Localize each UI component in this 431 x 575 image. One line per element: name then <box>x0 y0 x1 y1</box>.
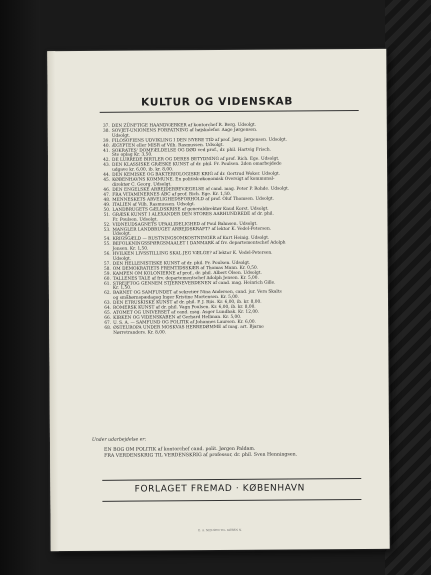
entry-text: HVILKEN LIVSSTILLING SKAL JEG VÆLGE? af lektor K. Vedel-Petersen. Udsolgt. <box>112 250 273 262</box>
entry-number: 66. <box>104 315 112 321</box>
upcoming-item: EN BOG OM POLITIK af kontorchef cand. polit. Jørgen Paldam. <box>104 446 256 453</box>
entry-text: FRA VITAMINERNES ABC af prof. Rich. Ege. Kr. 1,50. <box>112 191 232 198</box>
entry-text: SOKRATES' DOMFÆLDELSE OG DØD ved prof., dr. phil. Hartvig Frisch. Ste oplag Kr. 3,50. <box>111 147 271 159</box>
book-back-cover <box>47 49 389 551</box>
entry-text: ATOMET OG UNIVERSET af cand. mag. Asger Lundbak. Kr. 12,00. <box>113 309 260 316</box>
entry-number: 55. <box>103 241 111 248</box>
upcoming-note: Under udarbejdelse er: <box>91 437 147 443</box>
entry-text: ØSTEUROPA UNDER MOSKVAS HERREDØMME af mag. art. Bjarne Nørretranders. Kr. 8,00. <box>113 324 264 336</box>
entry-number: 43. <box>103 163 111 169</box>
entry-text: SOVJET-UNIONENS FORFATNING af højskolefor. Aage Jørgensen. Udsolgt. <box>111 127 258 139</box>
entry-text: TALLENES TALE af frv. departementschef Adolph Jensen. Kr. 5,00. <box>112 275 259 282</box>
entry-number: 60. <box>103 276 111 282</box>
entry-text: DEN ETRUSKISKE KUNST af dr. phil. P. J. Riis. Kr. 6,00, ib. kr. 8,00. <box>113 299 262 306</box>
entry-text: KAMPEN OM KOLONIERNE af prof., dr. phil. Albert Olsen. Udsolgt. <box>112 270 262 277</box>
printer-imprint: E. A. NIELSEN TIL. KØBEN N. <box>198 527 243 533</box>
entry-text: VIDNEUDSAGNETS UPAALIDELIGHED af Poul Bahnsen. Udsolgt. <box>112 221 258 228</box>
entry-text: DEN HELLENISTISKE KUNST af dr. phil. Fr. Poulsen. Udsolgt. <box>112 260 251 267</box>
entry-number: 42. <box>103 158 111 164</box>
entry-number: 61. <box>104 281 111 287</box>
entry-number: 45. <box>103 177 111 183</box>
entry-number: 64. <box>104 305 112 311</box>
entry-number: 47. <box>103 192 111 198</box>
entry-text: ROMERSK KUNST af dr. phil. Vagn Poulsen. Kr. 6,00, ib. kr. 8,00. <box>113 304 256 311</box>
entry-text: DEN ENGELSKE ARBEJDERBEVÆGELSE af cand. mag. Peter P. Rohde. Udsolgt. <box>112 186 290 193</box>
entry-text: MENNESKETS ARVELIGHEDSFORHOLD af prof. Oluf Thomsen. Udsolgt. <box>112 196 274 203</box>
entry-number: 46. <box>103 187 111 193</box>
entry-text: BARNET OG SAMFUNDET af sekretær Nina Andersen, cand. jur. Vera Skalts og småbørnspædagog Inger Kristine Mortensen. Kr. 5,00. <box>112 289 282 301</box>
entry-number: 67. <box>104 320 112 326</box>
entry-number: 63. <box>104 300 112 306</box>
entry-text: STREJFTOG GENNEM STJERNEVERDENEN af cand. mag. Heinrich Gille. Kr. 1,50. <box>112 280 276 292</box>
publisher: FORLAGET FREMAD · KØBENHAVN <box>134 483 306 495</box>
upcoming-list <box>104 446 363 460</box>
entry-text: FILOSOFIENS UDVIKLING I DEN NYERE TID af prof. Jørg. Jørgensen. Udsolgt. <box>111 137 288 144</box>
entry-text: KRIGSGÆLD — RUSTNINGSOMKOSTNINGER af Kurt Heinig. Udsolgt. <box>112 235 270 242</box>
entry-text: BEFOLKNINGSSPØRGSMAALET I DANMARK af frv. departementschef Adolph Jensen. Kr. 1,50. <box>112 240 286 252</box>
entry-text: U. S. A. — SAMFUND OG POLITIK af Johannes Laursen. Kr. 6,00. <box>113 319 256 326</box>
entry-number: 65. <box>104 310 112 316</box>
entry-number: 52. <box>103 222 111 228</box>
entry-number: 39. <box>103 138 110 144</box>
entry-text: LANDBRUGETS GÆLDSKRISE af generaldirektør Knud Korst. Udsolgt. <box>112 206 269 213</box>
list-item <box>101 325 362 336</box>
entry-text: DE LURREDE BIRTLER OG DERES BETYDNING af prof. Rich. Ege. Udsolgt. <box>112 156 280 164</box>
entry-number: 68. <box>104 325 112 331</box>
entry-text: MANGLER LANDBRUGET ARBEJDSKRAFT? af lektor K. Vedel-Petersen. Udsolgt. <box>112 226 272 237</box>
entry-number: 38. <box>102 128 110 134</box>
entry-number: 54. <box>103 236 111 243</box>
entry-number: 62. <box>104 291 111 297</box>
entry-number: 40. <box>103 143 110 149</box>
entry-number: 41. <box>103 148 110 154</box>
entry-text: DEN KEMISKE OG BAKTERIOLOGISKE KRIG af dr. Gertrud Woker. Udsolgt. <box>112 171 281 178</box>
entry-text: DEN KLASSISKE GRÆSKE KUNST af dr. phil. Fr. Poulsen. 2den omarbejdede udgave kr. 6,00, ib. kr. 8,00. <box>112 161 282 173</box>
entry-number: 57. <box>103 261 111 267</box>
entry-text: KIRKEN OG VIDENSKABEN af Gerhard Hellman. Kr. 5,00. <box>113 314 242 321</box>
entry-text: KØBENHAVNS KOMMUNE. En politisk-økonomisk Oversigt af kommunal- direktør C. Georg. Udsolgt. <box>112 176 275 188</box>
entry-text: ÆGYPTEN eller MISR af Vilh. Rasmussen. Udsolgt. <box>111 142 224 149</box>
entry-number: 53. <box>103 227 111 233</box>
background-left <box>0 0 40 575</box>
entry-text: ITALIEN af Vilh. Rasmussen. Udsolgt. <box>112 201 196 208</box>
entry-number: 48. <box>103 197 111 203</box>
entry-number: 37. <box>102 123 110 129</box>
series-title: KULTUR OG VIDENSKAB <box>141 95 294 109</box>
entry-number: 56. <box>103 251 111 257</box>
divider-top <box>100 110 359 113</box>
entry-text: GRÆSK KUNST I ALEXANDER DEN STORES AARHUNDREDE af dr. phil. Fr. Poulsen. Udsolgt. <box>112 211 274 223</box>
upcoming-item: FRA VERDENSKRIG TIL VERDENSKRIG af professor, dr. phil. Sven Henningsen. <box>104 452 298 459</box>
entry-number: 49. <box>103 202 111 208</box>
divider-publisher-bottom <box>102 499 361 502</box>
title-list <box>100 123 362 337</box>
entry-text: DEN ZÜNFTIGE HAANDVÆRKER af kontorchef R. Berg. Udsolgt. <box>111 122 257 129</box>
divider-publisher-top <box>102 478 361 481</box>
entry-number: 44. <box>103 172 111 178</box>
entry-number: 58. <box>103 266 111 272</box>
entry-number: 51. <box>103 212 111 218</box>
entry-text: OM DEMOKRATIETS FREMTIDSSKÆR af Thomas Mann. Kr. 0,50. <box>112 265 259 272</box>
entry-number: 50. <box>103 207 111 213</box>
background-right <box>385 0 431 575</box>
entry-number: 59. <box>103 271 111 277</box>
